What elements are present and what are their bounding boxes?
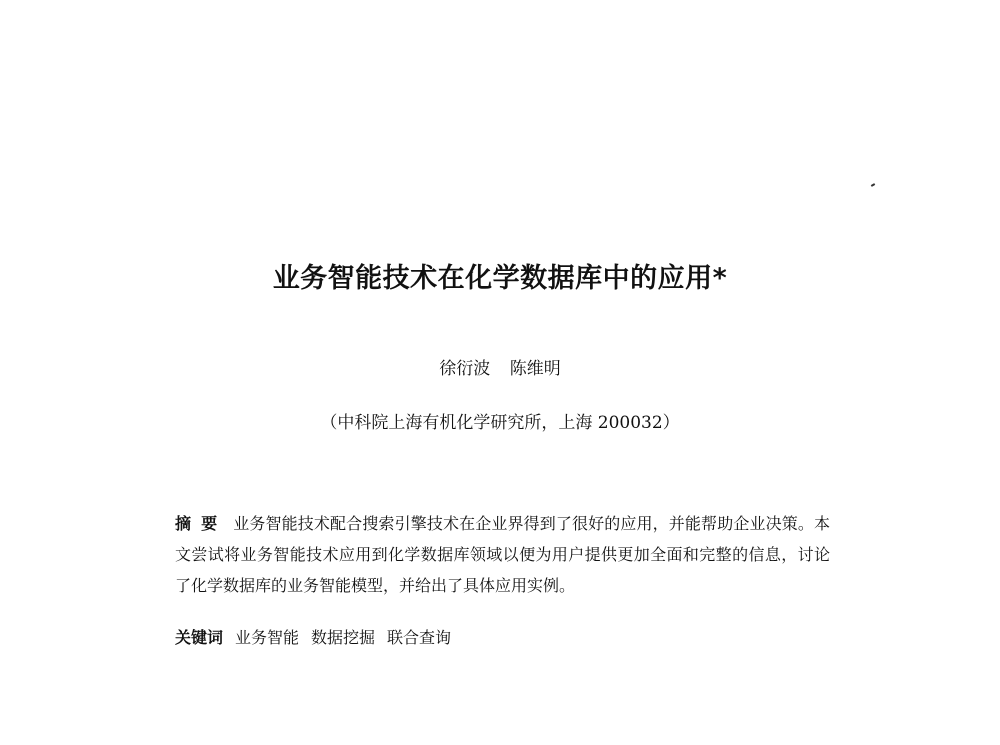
keyword-item: 业务智能 xyxy=(235,628,300,647)
keyword-item: 数据挖掘 xyxy=(311,628,376,647)
keywords-label: 关键词 xyxy=(175,628,224,647)
scan-speck xyxy=(871,183,875,187)
abstract-text: 业务智能技术配合搜索引擎技术在企业界得到了很好的应用，并能帮助企业决策。本文尝试将业务智能技术应用到化学数据库领域以便为用户提供更加全面和完整的信息，讨论了化学数据库的业务智能模型，并给出了具体应用实例。 xyxy=(175,514,830,595)
paper-authors: 徐衍波 陈维明 xyxy=(439,359,561,379)
keywords-block xyxy=(175,623,830,653)
abstract-label: 摘要 xyxy=(175,514,228,533)
keyword-item: 联合查询 xyxy=(387,628,452,647)
abstract-block xyxy=(175,508,830,601)
paper-affiliation: （中科院上海有机化学研究所，上海 200032） xyxy=(320,413,680,433)
paper-title: 业务智能技术在化学数据库中的应用* xyxy=(272,263,728,294)
